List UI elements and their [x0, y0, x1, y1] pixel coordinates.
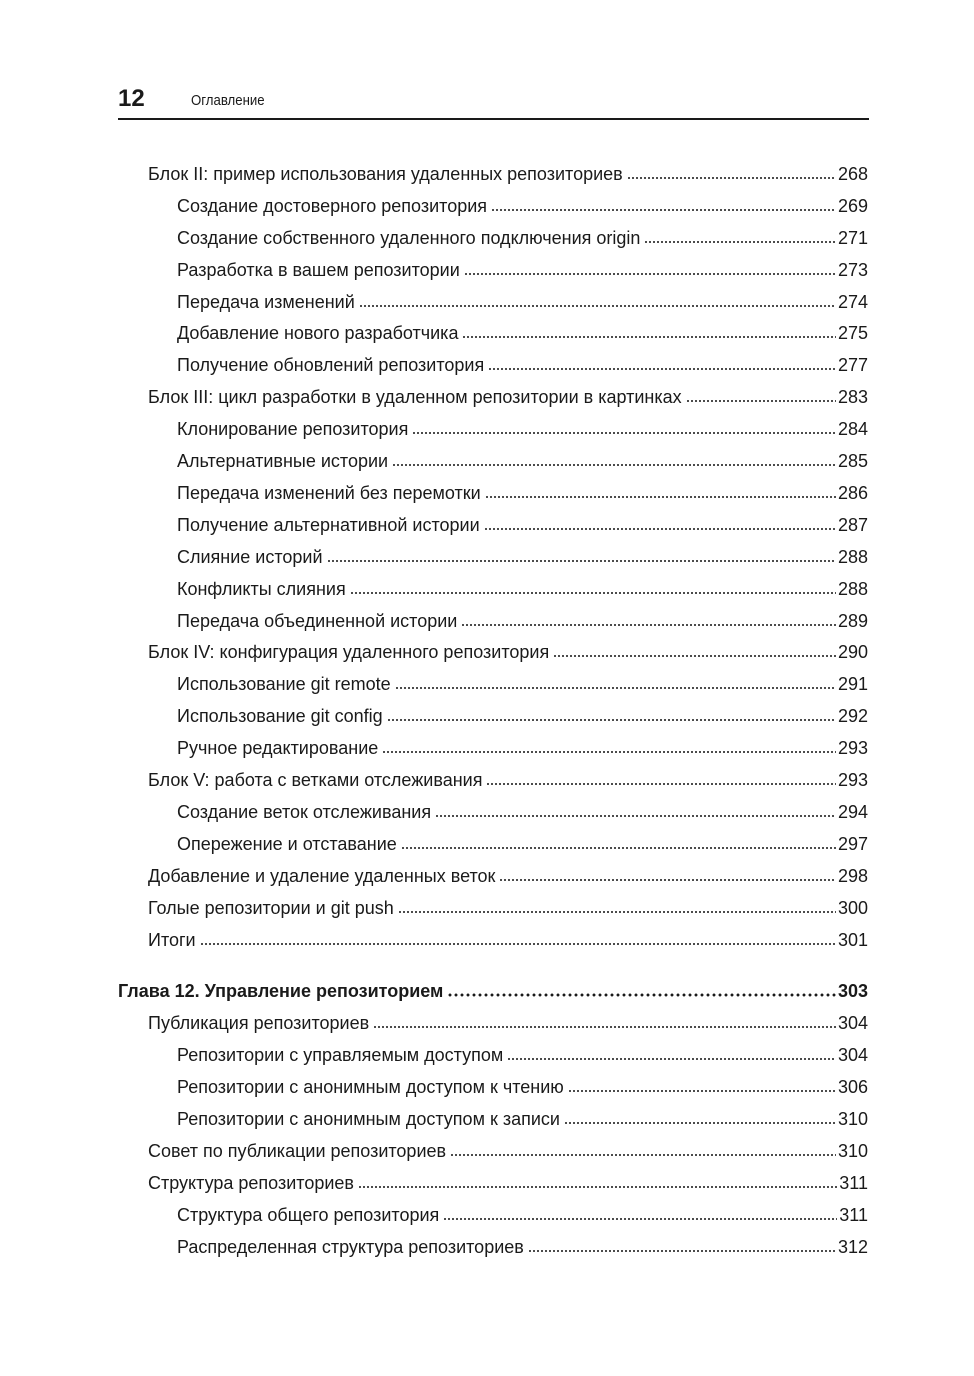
- toc-entry: [177, 1235, 868, 1259]
- toc-entry-page: 310: [837, 1141, 868, 1161]
- toc-entry-page: 284: [837, 419, 868, 439]
- toc-entry-title: Добавление нового разработчика: [177, 323, 459, 343]
- toc-entry-page: 271: [837, 228, 868, 248]
- toc-entry-page: 300: [837, 898, 868, 918]
- toc-entry-title: Создание собственного удаленного подключения origin: [177, 228, 641, 248]
- toc-entry-title: Передача объединенной истории: [177, 611, 458, 631]
- dot-leader: [359, 304, 836, 308]
- dot-leader: [486, 782, 836, 786]
- toc-entry-page: 277: [837, 355, 868, 375]
- toc-entry: [177, 481, 868, 505]
- toc-entry-page: 304: [837, 1013, 868, 1033]
- toc-entry: [177, 290, 868, 314]
- dot-leader: [461, 623, 836, 627]
- toc-entry-title: Разработка в вашем репозитории: [177, 260, 460, 280]
- toc-entry-title: Получение альтернативной истории: [177, 515, 480, 535]
- dot-leader: [382, 750, 836, 754]
- toc-entry-page: 286: [837, 483, 868, 503]
- dot-leader: [491, 208, 836, 212]
- toc-entry: [177, 1203, 868, 1227]
- dot-leader: [507, 1057, 836, 1061]
- toc-entry-title: Совет по публикации репозиториев: [148, 1141, 447, 1161]
- toc-entry: [177, 449, 868, 473]
- toc-entry-page: 275: [837, 323, 868, 343]
- toc-entry: [177, 609, 868, 633]
- toc-entry: [177, 577, 868, 601]
- dot-leader: [401, 846, 836, 850]
- dot-leader: [627, 176, 836, 180]
- toc-entry-title: Опережение и отставание: [177, 834, 397, 854]
- toc-entry-page: 289: [837, 611, 868, 631]
- toc-entry-title: Альтернативные истории: [177, 451, 389, 471]
- toc-entry-title: Ручное редактирование: [177, 738, 379, 758]
- toc-entry-page: 301: [837, 930, 868, 950]
- dot-leader: [412, 431, 836, 435]
- dot-leader: [450, 1153, 836, 1157]
- toc-entry: [148, 1171, 868, 1195]
- dot-leader: [528, 1249, 836, 1253]
- toc-entry-title: Блок III: цикл разработки в удаленном репозитории в картинках: [148, 387, 682, 407]
- toc-entry: [148, 896, 868, 920]
- dot-leader: [435, 814, 836, 818]
- toc-entry: [177, 832, 868, 856]
- toc-entry-page: 273: [837, 260, 868, 280]
- toc-entry-page: 311: [839, 1173, 868, 1193]
- toc-entry-page: 292: [837, 706, 868, 726]
- toc-entry-title: Блок IV: конфигурация удаленного репозитория: [148, 642, 550, 662]
- toc-entry-title: Блок V: работа с ветками отслеживания: [148, 770, 483, 790]
- toc-entry-title: Слияние историй: [177, 547, 323, 567]
- dot-leader: [553, 654, 836, 658]
- toc-entry-title: Создание достоверного репозитория: [177, 196, 488, 216]
- toc-entry: [177, 417, 868, 441]
- toc-entry-title: Клонирование репозитория: [177, 419, 409, 439]
- toc-entry-title: Структура общего репозитория: [177, 1205, 440, 1225]
- toc-entry: [177, 353, 868, 377]
- toc-entry-page: 288: [837, 547, 868, 567]
- dot-leader: [443, 1217, 837, 1221]
- toc-entry: [177, 545, 868, 569]
- toc-entry-page: 293: [837, 770, 868, 790]
- dot-leader: [499, 878, 836, 882]
- toc-entry-page: 274: [837, 292, 868, 312]
- toc-entry: [148, 1139, 868, 1163]
- toc-entry-title: Создание веток отслеживания: [177, 802, 432, 822]
- toc-entry: [148, 768, 868, 792]
- dot-leader: [373, 1025, 836, 1029]
- toc-entry: [177, 800, 868, 824]
- dot-leader: [644, 240, 836, 244]
- dot-leader: [447, 993, 836, 997]
- toc-entry-page: 268: [837, 164, 868, 184]
- running-title: Оглавление: [191, 92, 265, 109]
- toc-entry: [177, 513, 868, 537]
- toc-entry-page: 304: [837, 1045, 868, 1065]
- dot-leader: [464, 272, 836, 276]
- toc-entry-page: 293: [837, 738, 868, 758]
- toc-entry: [177, 704, 868, 728]
- toc-entry: [177, 258, 868, 282]
- toc-entry: [177, 736, 868, 760]
- toc-entry-page: 298: [837, 866, 868, 886]
- toc-chapter-entry: [118, 979, 868, 1003]
- toc-entry-page: 290: [837, 642, 868, 662]
- dot-leader: [564, 1121, 836, 1125]
- toc-entry-page: 287: [837, 515, 868, 535]
- dot-leader: [358, 1185, 837, 1189]
- toc-entry-page: 310: [837, 1109, 868, 1129]
- toc-entry-title: Глава 12. Управление репозиторием: [118, 981, 444, 1001]
- dot-leader: [387, 718, 836, 722]
- toc-entry-title: Репозитории с анонимным доступом к записи: [177, 1109, 560, 1129]
- dot-leader: [392, 463, 836, 467]
- page-number: 12: [118, 85, 145, 112]
- toc-entry: [177, 1075, 868, 1099]
- toc-entry: [177, 1043, 868, 1067]
- toc-entry-page: 288: [837, 579, 868, 599]
- toc-entry-title: Публикация репозиториев: [148, 1013, 370, 1033]
- dot-leader: [398, 910, 836, 914]
- toc-entry-page: 285: [837, 451, 868, 471]
- toc-entry: [177, 226, 868, 250]
- dot-leader: [485, 495, 836, 499]
- dot-leader: [350, 591, 836, 595]
- toc-entry-title: Передача изменений без перемотки: [177, 483, 481, 503]
- toc-entry: [177, 194, 868, 218]
- toc-entry-title: Использование git remote: [177, 674, 391, 694]
- toc-entry-title: Репозитории с управляемым доступом: [177, 1045, 504, 1065]
- toc-entry-page: 306: [837, 1077, 868, 1097]
- toc-entry: [148, 640, 868, 664]
- toc-entry-title: Распределенная структура репозиториев: [177, 1237, 524, 1257]
- dot-leader: [484, 527, 836, 531]
- dot-leader: [462, 335, 835, 339]
- toc-entry: [148, 864, 868, 888]
- toc-entry-title: Итоги: [148, 930, 196, 950]
- toc-entry-title: Голые репозитории и git push: [148, 898, 394, 918]
- toc-entry-page: 312: [837, 1237, 868, 1257]
- dot-leader: [568, 1089, 836, 1093]
- toc-entry-page: 303: [837, 981, 868, 1001]
- toc-entry-title: Передача изменений: [177, 292, 355, 312]
- toc-entry-page: 269: [837, 196, 868, 216]
- toc-entry-title: Репозитории с анонимным доступом к чтению: [177, 1077, 564, 1097]
- toc-entry-title: Блок II: пример использования удаленных репозиториев: [148, 164, 623, 184]
- toc-entry-page: 297: [837, 834, 868, 854]
- dot-leader: [488, 367, 836, 371]
- dot-leader: [395, 686, 836, 690]
- toc-entry-title: Получение обновлений репозитория: [177, 355, 485, 375]
- dot-leader: [686, 399, 836, 403]
- dot-leader: [327, 559, 836, 563]
- toc-entry: [177, 321, 868, 345]
- toc-entry-page: 294: [837, 802, 868, 822]
- toc-entry-page: 283: [837, 387, 868, 407]
- toc-entry-page: 291: [837, 674, 868, 694]
- toc-entry-page: 311: [839, 1205, 868, 1225]
- toc-entry-title: Использование git config: [177, 706, 383, 726]
- toc-entry: [148, 385, 868, 409]
- toc-entry: [177, 672, 868, 696]
- toc-entry-title: Добавление и удаление удаленных веток: [148, 866, 496, 886]
- toc-entry: [148, 162, 868, 186]
- toc-entry-title: Конфликты слияния: [177, 579, 346, 599]
- toc-entry-title: Структура репозиториев: [148, 1173, 354, 1193]
- toc-entry: [177, 1107, 868, 1131]
- toc-entry: [148, 928, 868, 952]
- dot-leader: [200, 942, 836, 946]
- toc-entry: [148, 1011, 868, 1035]
